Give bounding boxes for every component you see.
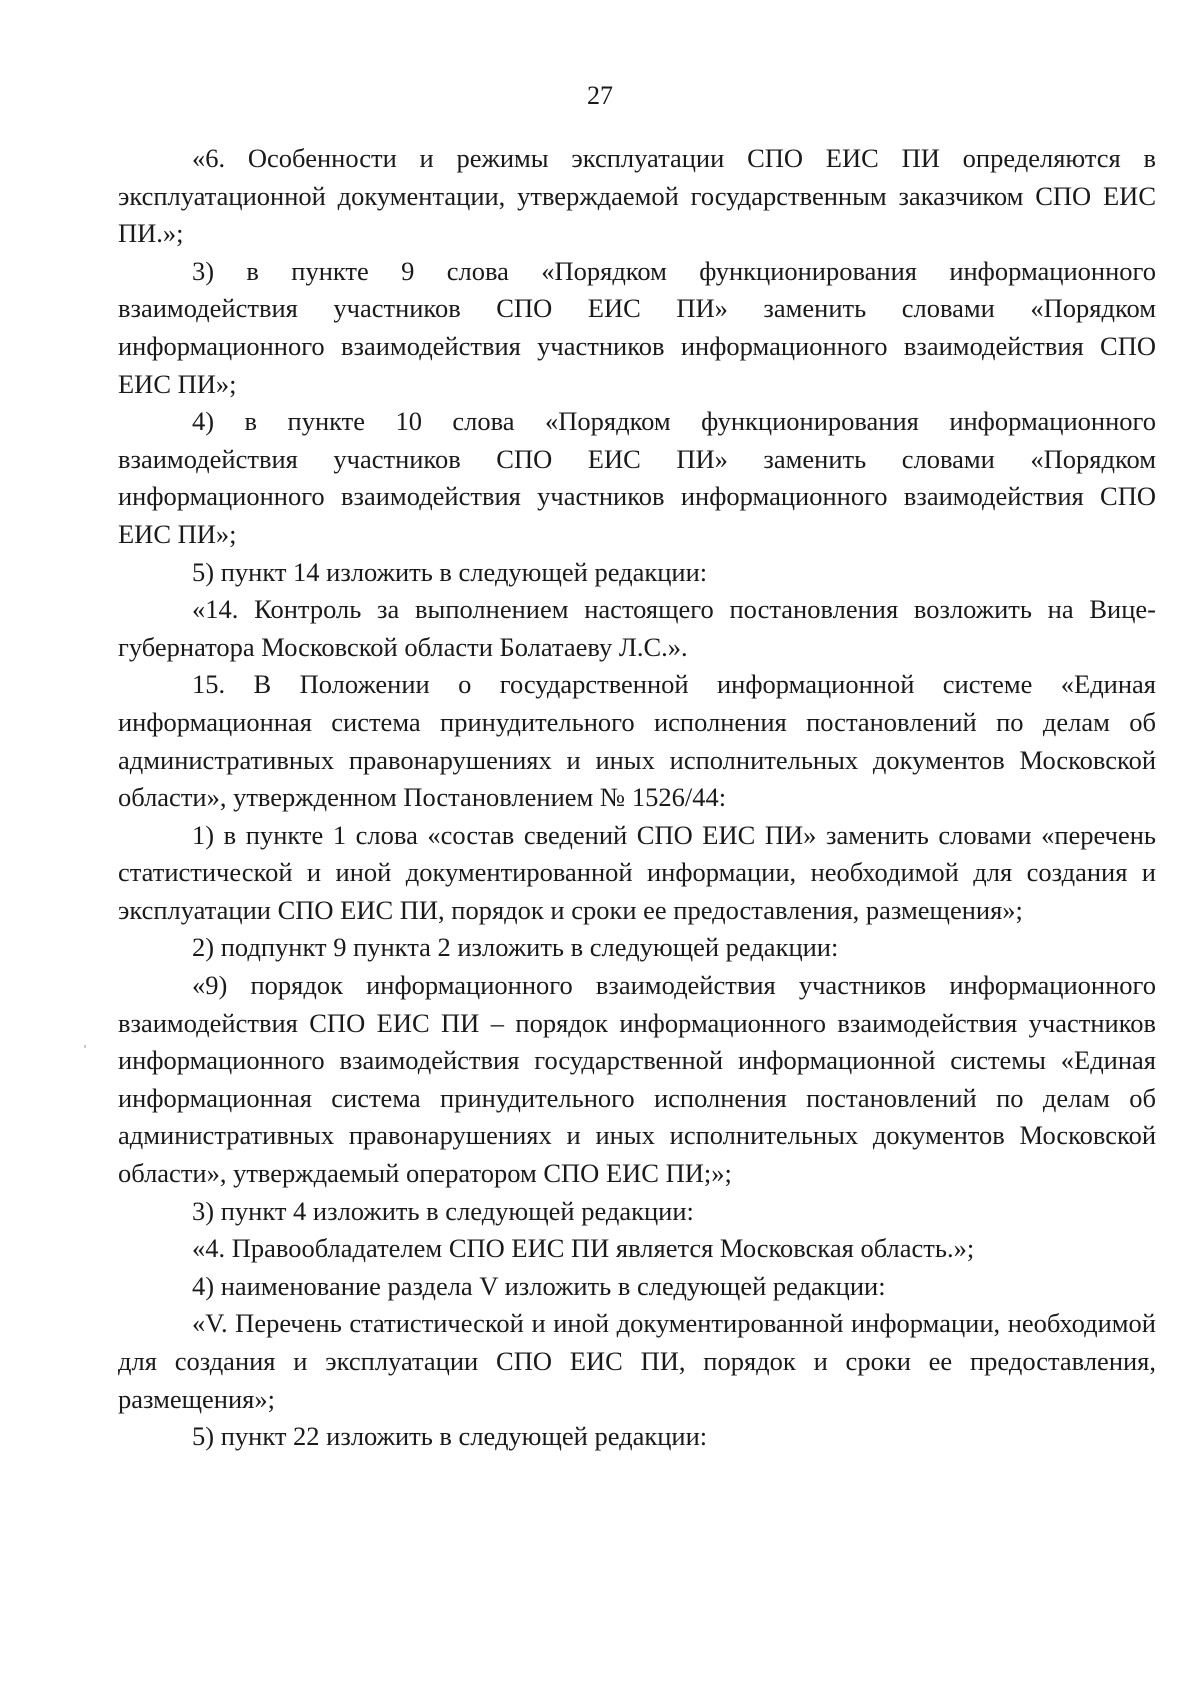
page-number: 27 — [587, 81, 613, 110]
paragraph-item-5-point-22: 5) пункт 22 изложить в следующей редакции: — [192, 1421, 708, 1452]
paragraph-item-2-subpoint-9: 2) подпункт 9 пункта 2 изложить в следующей редакции: — [192, 932, 839, 963]
paragraph-item-4-section-v: 4) наименование раздела V изложить в следующей редакции: — [192, 1270, 886, 1301]
scan-artifact — [84, 1045, 86, 1048]
paragraph-item-4-point-10: 4) в пункте 10 слова «Порядком функционирования информационного взаимодействия участников СПО ЕИС ПИ» заменить словами «Порядком информационного взаимодействия участников информационного взаимодействия СПО ЕИС ПИ»; — [118, 406, 1156, 549]
paragraph-clause-9: «9) порядок информационного взаимодействия участников информационного взаимодействия СПО ЕИС ПИ – порядок информационного взаимодействия участников информационного взаимодействия государственной информационной системы «Единая информационная система принудительного исполнения постановлений по делам об административных правонарушениях и иных исполнительных документов Московской области», утверждаемый оператором СПО ЕИС ПИ;»; — [118, 970, 1156, 1189]
paragraph-clause-4: «4. Правообладателем СПО ЕИС ПИ является Московская область.»; — [192, 1233, 975, 1264]
paragraph-item-3-point-4: 3) пункт 4 изложить в следующей редакции: — [192, 1195, 694, 1226]
paragraph-clause-14: «14. Контроль за выполнением настоящего постановления возложить на Вице-губернатора Московской области Болатаеву Л.С.». — [118, 594, 1156, 662]
paragraph-item-3-point-9: 3) в пункте 9 слова «Порядком функционирования информационного взаимодействия участников СПО ЕИС ПИ» заменить словами «Порядком информационного взаимодействия участников информационного взаимодействия СПО ЕИС ПИ»; — [118, 255, 1156, 399]
paragraph-section-15: 15. В Положении о государственной информационной системе «Единая информационная система принудительного исполнения постановлений по делам об административных правонарушениях и иных исполнительных документов Московской области», утвержденном Постановлением № 1526/44: — [118, 669, 1156, 813]
paragraph-item-1-point-1: 1) в пункте 1 слова «состав сведений СПО ЕИС ПИ» заменить словами «перечень статистической и иной документированной информации, необходимой для создания и эксплуатации СПО ЕИС ПИ, порядок и сроки ее предоставления, размещения»; — [118, 819, 1156, 925]
document-body — [118, 140, 1156, 1456]
paragraph-clause-v: «V. Перечень статистической и иной документированной информации, необходимой для создания и эксплуатации СПО ЕИС ПИ, порядок и сроки ее предоставления, размещения»; — [118, 1308, 1156, 1414]
paragraph-clause-6: «6. Особенности и режимы эксплуатации СПО ЕИС ПИ определяются в эксплуатационной документации, утверждаемой государственным заказчиком СПО ЕИС ПИ.»; — [118, 143, 1156, 249]
paragraph-item-5-point-14: 5) пункт 14 изложить в следующей редакции: — [192, 556, 708, 587]
